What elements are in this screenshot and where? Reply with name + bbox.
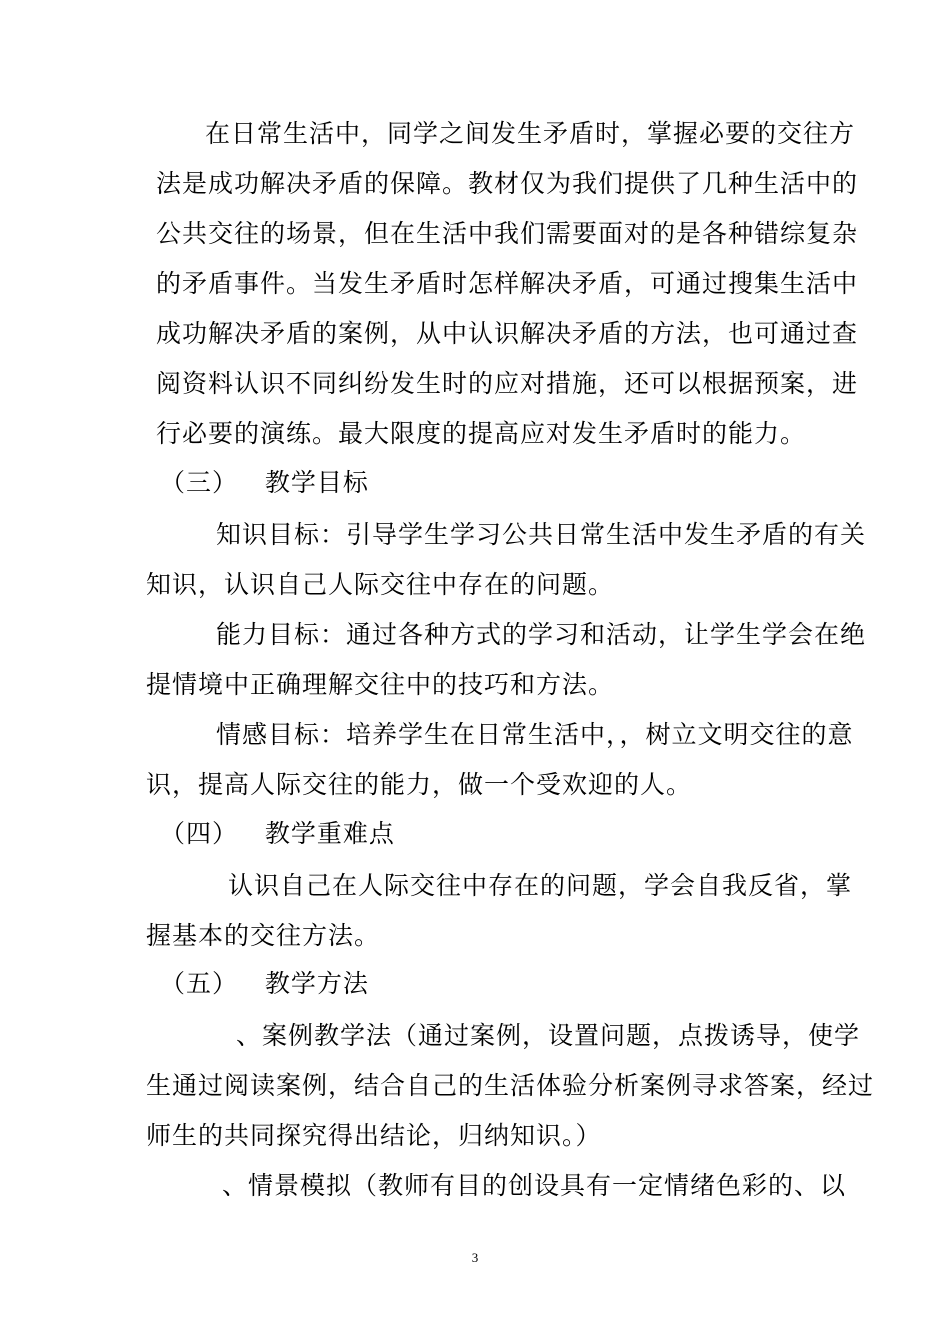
paragraph-1-line-7: 行必要的演练。最大限度的提高应对发生矛盾时的能力。 bbox=[156, 419, 807, 448]
goal-emotion-line-1: 情感目标：培养学生在日常生活中，，树立文明交往的意 bbox=[216, 720, 854, 749]
method-scenario-line-1: 、情景模拟（教师有目的创设具有一定情绪色彩的、以 bbox=[222, 1171, 847, 1200]
section-3-heading: （三） 教学目标 bbox=[160, 468, 369, 497]
key-points-line-1: 认识自己在人际交往中存在的问题，学会自我反省，掌 bbox=[228, 871, 853, 900]
section-5-heading: （五） 教学方法 bbox=[160, 969, 369, 998]
method-case-line-2: 生通过阅读案例，结合自己的生活体验分析案例寻求答案，经过 bbox=[146, 1071, 875, 1100]
goal-ability-line-1: 能力目标：通过各种方式的学习和活动，让学生学会在绝 bbox=[216, 620, 867, 649]
paragraph-1-line-6: 阅资料认识不同纠纷发生时的应对措施，还可以根据预案，进 bbox=[156, 369, 859, 398]
goal-ability-line-2: 提情境中正确理解交往中的技巧和方法。 bbox=[146, 670, 615, 699]
key-points-line-2: 握基本的交往方法。 bbox=[146, 921, 381, 950]
section-4-heading: （四） 教学重难点 bbox=[160, 819, 395, 848]
goal-emotion-line-2: 识，提高人际交往的能力，做一个受欢迎的人。 bbox=[146, 770, 693, 799]
method-case-line-1: 、案例教学法（通过案例，设置问题，点拨诱导，使学 bbox=[236, 1021, 861, 1050]
paragraph-1-line-5: 成功解决矛盾的案例，从中认识解决矛盾的方法，也可通过查 bbox=[156, 319, 859, 348]
page-number: 3 bbox=[471, 1250, 479, 1265]
paragraph-1-line-3: 公共交往的场景，但在生活中我们需要面对的是各种错综复杂 bbox=[156, 219, 859, 248]
goal-knowledge-line-1: 知识目标：引导学生学习公共日常生活中发生矛盾的有关 bbox=[216, 520, 867, 549]
method-case-line-3: 师生的共同探究得出结论，归纳知识。） bbox=[146, 1121, 602, 1150]
paragraph-1-line-1: 在日常生活中，同学之间发生矛盾时，掌握必要的交往方 bbox=[205, 119, 856, 148]
goal-knowledge-line-2: 知识，认识自己人际交往中存在的问题。 bbox=[146, 570, 615, 599]
paragraph-1-line-2: 法是成功解决矛盾的保障。教材仅为我们提供了几种生活中的 bbox=[156, 169, 859, 198]
paragraph-1-line-4: 的矛盾事件。当发生矛盾时怎样解决矛盾，可通过搜集生活中 bbox=[156, 269, 859, 298]
